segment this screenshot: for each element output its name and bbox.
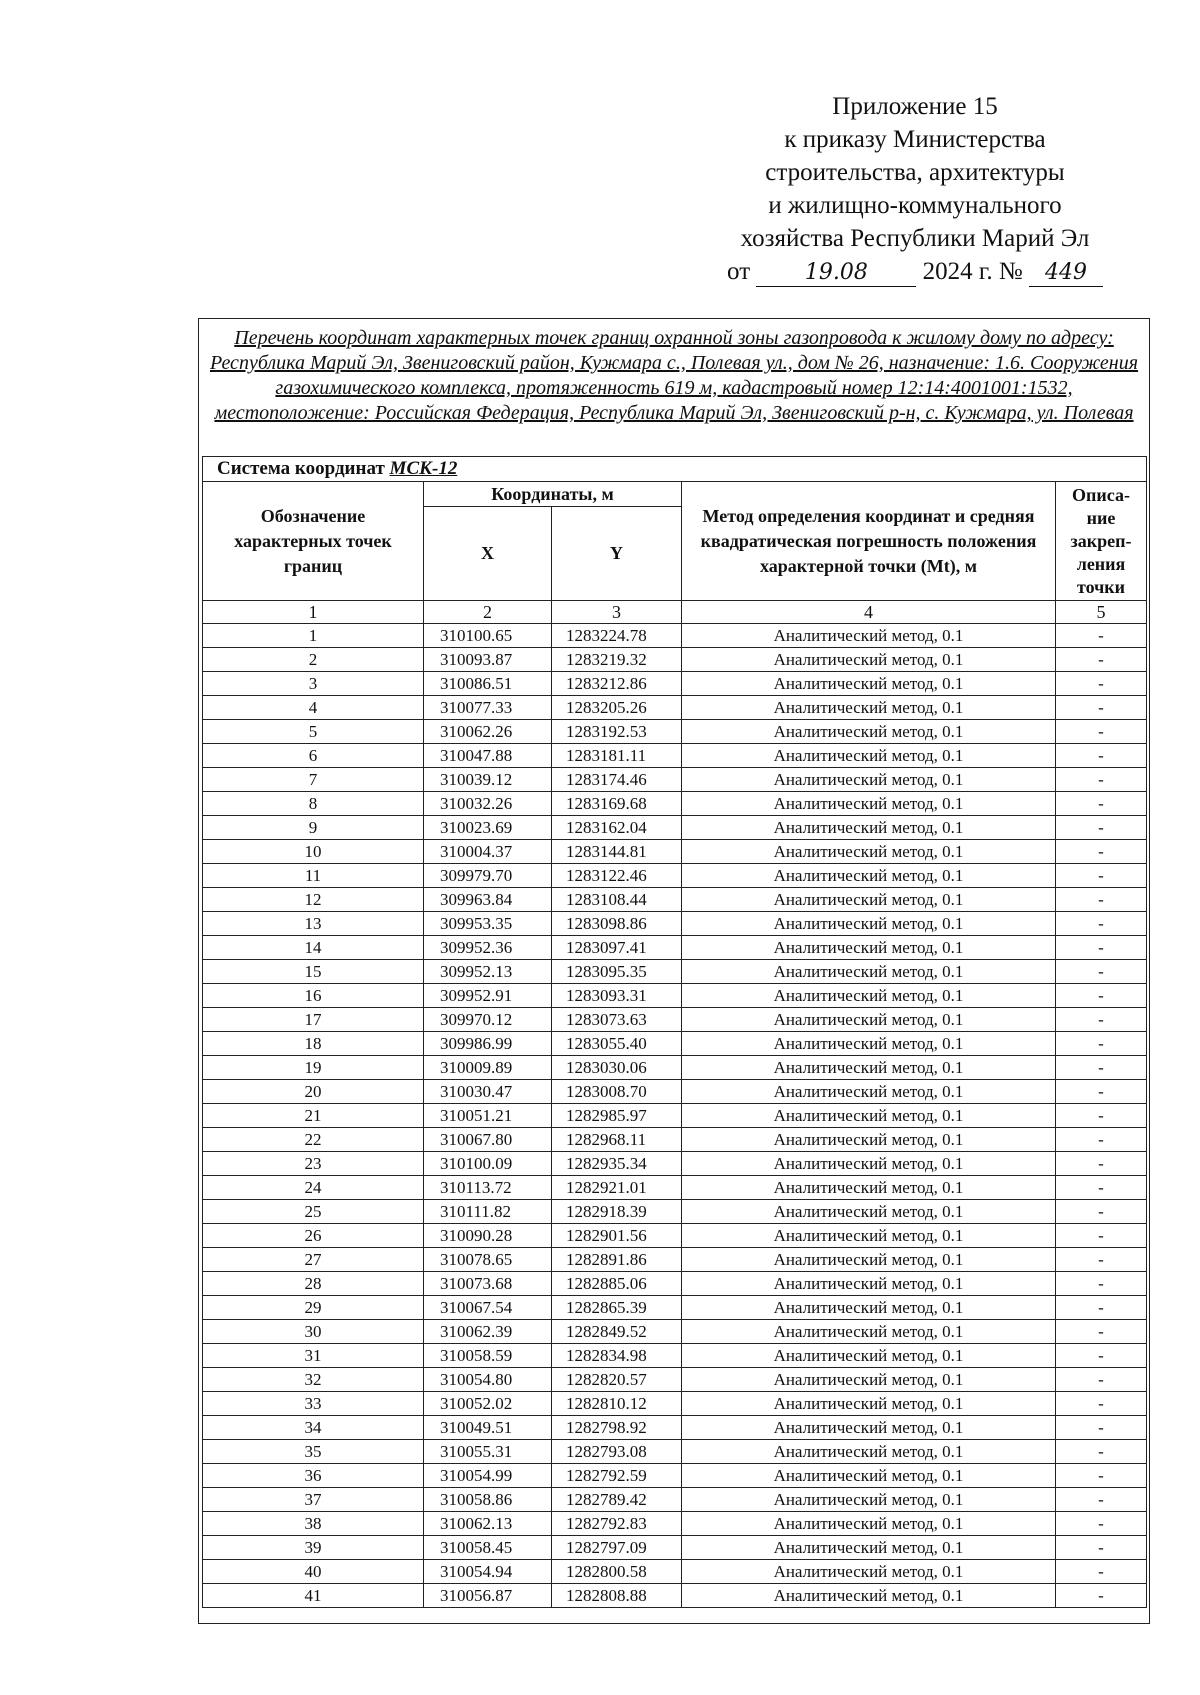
point-cell: 32 (203, 1368, 424, 1392)
coord-system-cell (203, 457, 1147, 482)
y-cell: 1283169.68 (552, 792, 682, 816)
description-cell: - (1056, 888, 1147, 912)
column-number-2: 2 (424, 601, 552, 624)
point-cell: 4 (203, 696, 424, 720)
x-cell: 309953.35 (424, 912, 552, 936)
y-cell: 1282820.57 (552, 1368, 682, 1392)
point-cell: 11 (203, 864, 424, 888)
y-cell: 1283205.26 (552, 696, 682, 720)
description-cell: - (1056, 1104, 1147, 1128)
x-cell: 310052.02 (424, 1392, 552, 1416)
table-row (203, 1344, 1147, 1368)
x-cell: 310051.21 (424, 1104, 552, 1128)
description-cell: - (1056, 1536, 1147, 1560)
method-cell: Аналитический метод, 0.1 (682, 1128, 1056, 1152)
table-row (203, 816, 1147, 840)
point-cell: 21 (203, 1104, 424, 1128)
description-cell: - (1056, 1176, 1147, 1200)
y-cell: 1282968.11 (552, 1128, 682, 1152)
appendix-date-line (700, 255, 1130, 288)
x-cell: 310062.39 (424, 1320, 552, 1344)
description-cell: - (1056, 1032, 1147, 1056)
x-cell: 310086.51 (424, 672, 552, 696)
point-cell: 22 (203, 1128, 424, 1152)
point-cell: 10 (203, 840, 424, 864)
method-cell: Аналитический метод, 0.1 (682, 1200, 1056, 1224)
description-cell: - (1056, 648, 1147, 672)
method-cell: Аналитический метод, 0.1 (682, 864, 1056, 888)
method-cell: Аналитический метод, 0.1 (682, 696, 1056, 720)
method-cell: Аналитический метод, 0.1 (682, 936, 1056, 960)
method-cell: Аналитический метод, 0.1 (682, 1032, 1056, 1056)
method-cell: Аналитический метод, 0.1 (682, 1272, 1056, 1296)
description-cell: - (1056, 816, 1147, 840)
y-cell: 1283073.63 (552, 1008, 682, 1032)
x-cell: 310023.69 (424, 816, 552, 840)
y-cell: 1283181.11 (552, 744, 682, 768)
x-cell: 310067.54 (424, 1296, 552, 1320)
table-row (203, 1560, 1147, 1584)
description-cell: - (1056, 1584, 1147, 1608)
x-cell: 310049.51 (424, 1416, 552, 1440)
point-cell: 2 (203, 648, 424, 672)
table-row (203, 648, 1147, 672)
method-cell: Аналитический метод, 0.1 (682, 1344, 1056, 1368)
y-cell: 1283224.78 (552, 624, 682, 648)
description-cell: - (1056, 1200, 1147, 1224)
description-cell: - (1056, 1296, 1147, 1320)
y-cell: 1282865.39 (552, 1296, 682, 1320)
point-cell: 31 (203, 1344, 424, 1368)
x-cell: 310004.37 (424, 840, 552, 864)
point-cell: 12 (203, 888, 424, 912)
table-row (203, 720, 1147, 744)
coordinates-table (202, 456, 1147, 1608)
y-cell: 1282792.59 (552, 1464, 682, 1488)
point-cell: 17 (203, 1008, 424, 1032)
y-cell: 1283095.35 (552, 960, 682, 984)
description-cell: - (1056, 1392, 1147, 1416)
description-cell: - (1056, 1440, 1147, 1464)
table-row (203, 1320, 1147, 1344)
table-row (203, 1056, 1147, 1080)
point-cell: 36 (203, 1464, 424, 1488)
method-cell: Аналитический метод, 0.1 (682, 720, 1056, 744)
y-cell: 1282834.98 (552, 1344, 682, 1368)
table-row (203, 1032, 1147, 1056)
table-row (203, 624, 1147, 648)
column-number-1: 1 (203, 601, 424, 624)
y-cell: 1283144.81 (552, 840, 682, 864)
description-cell: - (1056, 1248, 1147, 1272)
y-cell: 1282792.83 (552, 1512, 682, 1536)
description-cell: - (1056, 864, 1147, 888)
y-cell: 1283108.44 (552, 888, 682, 912)
table-row (203, 1248, 1147, 1272)
point-cell: 20 (203, 1080, 424, 1104)
from-label: от (727, 258, 751, 285)
appendix-header (700, 90, 1130, 288)
y-cell: 1282985.97 (552, 1104, 682, 1128)
header-description: Описа-ние закреп-ления точки (1056, 482, 1147, 601)
description-cell: - (1056, 1464, 1147, 1488)
y-cell: 1283219.32 (552, 648, 682, 672)
description-cell: - (1056, 768, 1147, 792)
table-row (203, 1584, 1147, 1608)
table-row (203, 1440, 1147, 1464)
column-number-4: 4 (682, 601, 1056, 624)
method-cell: Аналитический метод, 0.1 (682, 984, 1056, 1008)
y-cell: 1283093.31 (552, 984, 682, 1008)
y-cell: 1283212.86 (552, 672, 682, 696)
point-cell: 29 (203, 1296, 424, 1320)
table-row (203, 1416, 1147, 1440)
description-cell: - (1056, 1488, 1147, 1512)
x-cell: 309986.99 (424, 1032, 552, 1056)
point-cell: 41 (203, 1584, 424, 1608)
x-cell: 310090.28 (424, 1224, 552, 1248)
y-cell: 1283008.70 (552, 1080, 682, 1104)
description-cell: - (1056, 1056, 1147, 1080)
x-cell: 310062.13 (424, 1512, 552, 1536)
point-cell: 23 (203, 1152, 424, 1176)
point-cell: 6 (203, 744, 424, 768)
x-cell: 310009.89 (424, 1056, 552, 1080)
point-cell: 14 (203, 936, 424, 960)
column-number-3: 3 (552, 601, 682, 624)
table-row (203, 960, 1147, 984)
point-cell: 1 (203, 624, 424, 648)
method-cell: Аналитический метод, 0.1 (682, 1536, 1056, 1560)
x-cell: 310073.68 (424, 1272, 552, 1296)
table-row (203, 1128, 1147, 1152)
x-cell: 310030.47 (424, 1080, 552, 1104)
table-row (203, 1368, 1147, 1392)
method-cell: Аналитический метод, 0.1 (682, 1416, 1056, 1440)
y-cell: 1282810.12 (552, 1392, 682, 1416)
table-caption: Перечень координат характерных точек границ охранной зоны газопровода к жилому дому по адресу: Республика Марий Эл, Звениговский район, Кужмара с., Полевая ул., дом № 26, назначение: 1.6. Сооружения газохимического комплекса, протяженность 619 м, кадастровый номер 12:14:4001001:1532, местоположение: Российская Федерация, Республика Марий Эл, Звениговский р-н, с. Кужмара, ул. Полевая (209, 327, 1139, 424)
description-cell: - (1056, 792, 1147, 816)
y-cell: 1282808.88 (552, 1584, 682, 1608)
description-cell: - (1056, 912, 1147, 936)
table-row (203, 1392, 1147, 1416)
appendix-title: Приложение 15 (832, 93, 998, 120)
method-cell: Аналитический метод, 0.1 (682, 1560, 1056, 1584)
x-cell: 309952.91 (424, 984, 552, 1008)
y-cell: 1282797.09 (552, 1536, 682, 1560)
method-cell: Аналитический метод, 0.1 (682, 1176, 1056, 1200)
x-cell: 310078.65 (424, 1248, 552, 1272)
method-cell: Аналитический метод, 0.1 (682, 1464, 1056, 1488)
x-cell: 310093.87 (424, 648, 552, 672)
y-cell: 1282789.42 (552, 1488, 682, 1512)
x-cell: 310054.99 (424, 1464, 552, 1488)
table-row (203, 936, 1147, 960)
table-row (203, 1272, 1147, 1296)
x-cell: 309952.13 (424, 960, 552, 984)
table-row (203, 1296, 1147, 1320)
description-cell: - (1056, 984, 1147, 1008)
point-cell: 27 (203, 1248, 424, 1272)
y-cell: 1283162.04 (552, 816, 682, 840)
table-row (203, 672, 1147, 696)
table-row (203, 888, 1147, 912)
coord-system-value: МСК-12 (389, 458, 458, 479)
x-cell: 310113.72 (424, 1176, 552, 1200)
table-row (203, 1224, 1147, 1248)
point-cell: 39 (203, 1536, 424, 1560)
table-row (203, 1176, 1147, 1200)
table-row (203, 744, 1147, 768)
y-cell: 1282800.58 (552, 1560, 682, 1584)
x-cell: 310055.31 (424, 1440, 552, 1464)
description-cell: - (1056, 936, 1147, 960)
point-cell: 34 (203, 1416, 424, 1440)
description-cell: - (1056, 1320, 1147, 1344)
point-cell: 9 (203, 816, 424, 840)
point-cell: 25 (203, 1200, 424, 1224)
method-cell: Аналитический метод, 0.1 (682, 1248, 1056, 1272)
header-method: Метод определения координат и средняя квадратическая погрешность положения характерной точки (Mt), м (682, 482, 1056, 601)
method-cell: Аналитический метод, 0.1 (682, 1584, 1056, 1608)
coord-system-label: Система координат (217, 458, 385, 479)
method-cell: Аналитический метод, 0.1 (682, 1512, 1056, 1536)
x-cell: 310047.88 (424, 744, 552, 768)
x-cell: 309970.12 (424, 1008, 552, 1032)
x-cell: 310039.12 (424, 768, 552, 792)
method-cell: Аналитический метод, 0.1 (682, 648, 1056, 672)
description-cell: - (1056, 624, 1147, 648)
method-cell: Аналитический метод, 0.1 (682, 960, 1056, 984)
point-cell: 35 (203, 1440, 424, 1464)
method-cell: Аналитический метод, 0.1 (682, 744, 1056, 768)
appendix-line-3: строительства, архитектуры (765, 159, 1065, 186)
x-cell: 310058.86 (424, 1488, 552, 1512)
year-number-label: 2024 г. № (922, 258, 1023, 285)
table-row (203, 1104, 1147, 1128)
y-cell: 1283192.53 (552, 720, 682, 744)
method-cell: Аналитический метод, 0.1 (682, 1488, 1056, 1512)
description-cell: - (1056, 1272, 1147, 1296)
description-cell: - (1056, 744, 1147, 768)
y-cell: 1282891.86 (552, 1248, 682, 1272)
x-cell: 309952.36 (424, 936, 552, 960)
x-cell: 310067.80 (424, 1128, 552, 1152)
point-cell: 18 (203, 1032, 424, 1056)
column-number-row (203, 601, 1147, 624)
description-cell: - (1056, 672, 1147, 696)
method-cell: Аналитический метод, 0.1 (682, 768, 1056, 792)
description-cell: - (1056, 1416, 1147, 1440)
point-cell: 5 (203, 720, 424, 744)
method-cell: Аналитический метод, 0.1 (682, 1104, 1056, 1128)
method-cell: Аналитический метод, 0.1 (682, 1440, 1056, 1464)
method-cell: Аналитический метод, 0.1 (682, 1368, 1056, 1392)
point-cell: 7 (203, 768, 424, 792)
point-cell: 26 (203, 1224, 424, 1248)
table-row (203, 1488, 1147, 1512)
table-row (203, 1080, 1147, 1104)
x-cell: 309963.84 (424, 888, 552, 912)
table-row (203, 696, 1147, 720)
method-cell: Аналитический метод, 0.1 (682, 1080, 1056, 1104)
point-cell: 24 (203, 1176, 424, 1200)
method-cell: Аналитический метод, 0.1 (682, 888, 1056, 912)
point-cell: 28 (203, 1272, 424, 1296)
method-cell: Аналитический метод, 0.1 (682, 1320, 1056, 1344)
point-cell: 8 (203, 792, 424, 816)
x-cell: 310058.59 (424, 1344, 552, 1368)
table-row (203, 1152, 1147, 1176)
x-cell: 310100.65 (424, 624, 552, 648)
point-cell: 15 (203, 960, 424, 984)
table-row (203, 984, 1147, 1008)
y-cell: 1282885.06 (552, 1272, 682, 1296)
x-cell: 310062.26 (424, 720, 552, 744)
y-cell: 1283122.46 (552, 864, 682, 888)
table-row (203, 1008, 1147, 1032)
description-cell: - (1056, 1224, 1147, 1248)
x-cell: 310054.80 (424, 1368, 552, 1392)
table-row (203, 912, 1147, 936)
description-cell: - (1056, 696, 1147, 720)
y-cell: 1283030.06 (552, 1056, 682, 1080)
description-cell: - (1056, 1080, 1147, 1104)
method-cell: Аналитический метод, 0.1 (682, 912, 1056, 936)
table-row (203, 1512, 1147, 1536)
header-y: Y (552, 507, 682, 601)
description-cell: - (1056, 1512, 1147, 1536)
x-cell: 310077.33 (424, 696, 552, 720)
table-row (203, 1200, 1147, 1224)
y-cell: 1283098.86 (552, 912, 682, 936)
method-cell: Аналитический метод, 0.1 (682, 1224, 1056, 1248)
description-cell: - (1056, 960, 1147, 984)
description-cell: - (1056, 1368, 1147, 1392)
header-point: Обозначение характерных точек границ (203, 482, 424, 601)
description-cell: - (1056, 1560, 1147, 1584)
appendix-line-5: хозяйства Республики Марий Эл (740, 225, 1090, 252)
method-cell: Аналитический метод, 0.1 (682, 1056, 1056, 1080)
table-row (203, 864, 1147, 888)
method-cell: Аналитический метод, 0.1 (682, 672, 1056, 696)
coord-system-row (203, 457, 1147, 482)
y-cell: 1282849.52 (552, 1320, 682, 1344)
table-row (203, 792, 1147, 816)
method-cell: Аналитический метод, 0.1 (682, 840, 1056, 864)
description-cell: - (1056, 840, 1147, 864)
method-cell: Аналитический метод, 0.1 (682, 624, 1056, 648)
appendix-line-2: к приказу Министерства (784, 126, 1046, 153)
point-cell: 16 (203, 984, 424, 1008)
point-cell: 30 (203, 1320, 424, 1344)
description-cell: - (1056, 1128, 1147, 1152)
description-cell: - (1056, 720, 1147, 744)
point-cell: 3 (203, 672, 424, 696)
description-cell: - (1056, 1344, 1147, 1368)
x-cell: 310056.87 (424, 1584, 552, 1608)
method-cell: Аналитический метод, 0.1 (682, 1152, 1056, 1176)
y-cell: 1282798.92 (552, 1416, 682, 1440)
point-cell: 38 (203, 1512, 424, 1536)
method-cell: Аналитический метод, 0.1 (682, 792, 1056, 816)
y-cell: 1283055.40 (552, 1032, 682, 1056)
x-cell: 310100.09 (424, 1152, 552, 1176)
x-cell: 310111.82 (424, 1200, 552, 1224)
header-coordinates: Координаты, м (424, 482, 682, 507)
y-cell: 1282921.01 (552, 1176, 682, 1200)
table-row (203, 768, 1147, 792)
point-cell: 19 (203, 1056, 424, 1080)
point-cell: 33 (203, 1392, 424, 1416)
point-cell: 40 (203, 1560, 424, 1584)
x-cell: 310032.26 (424, 792, 552, 816)
column-number-5: 5 (1056, 601, 1147, 624)
y-cell: 1282793.08 (552, 1440, 682, 1464)
appendix-line-4: и жилищно-коммунального (768, 192, 1062, 219)
y-cell: 1283174.46 (552, 768, 682, 792)
x-cell: 310054.94 (424, 1560, 552, 1584)
point-cell: 37 (203, 1488, 424, 1512)
y-cell: 1282935.34 (552, 1152, 682, 1176)
method-cell: Аналитический метод, 0.1 (682, 1008, 1056, 1032)
y-cell: 1283097.41 (552, 936, 682, 960)
method-cell: Аналитический метод, 0.1 (682, 1392, 1056, 1416)
method-cell: Аналитический метод, 0.1 (682, 1296, 1056, 1320)
description-cell: - (1056, 1152, 1147, 1176)
method-cell: Аналитический метод, 0.1 (682, 816, 1056, 840)
handwritten-date: 19.08 (756, 260, 916, 287)
table-row (203, 1464, 1147, 1488)
x-cell: 310058.45 (424, 1536, 552, 1560)
table-row (203, 1536, 1147, 1560)
handwritten-order-number: 449 (1029, 260, 1103, 287)
table-row (203, 840, 1147, 864)
y-cell: 1282901.56 (552, 1224, 682, 1248)
header-row-1 (203, 482, 1147, 507)
x-cell: 309979.70 (424, 864, 552, 888)
point-cell: 13 (203, 912, 424, 936)
y-cell: 1282918.39 (552, 1200, 682, 1224)
description-cell: - (1056, 1008, 1147, 1032)
header-x: X (424, 507, 552, 601)
